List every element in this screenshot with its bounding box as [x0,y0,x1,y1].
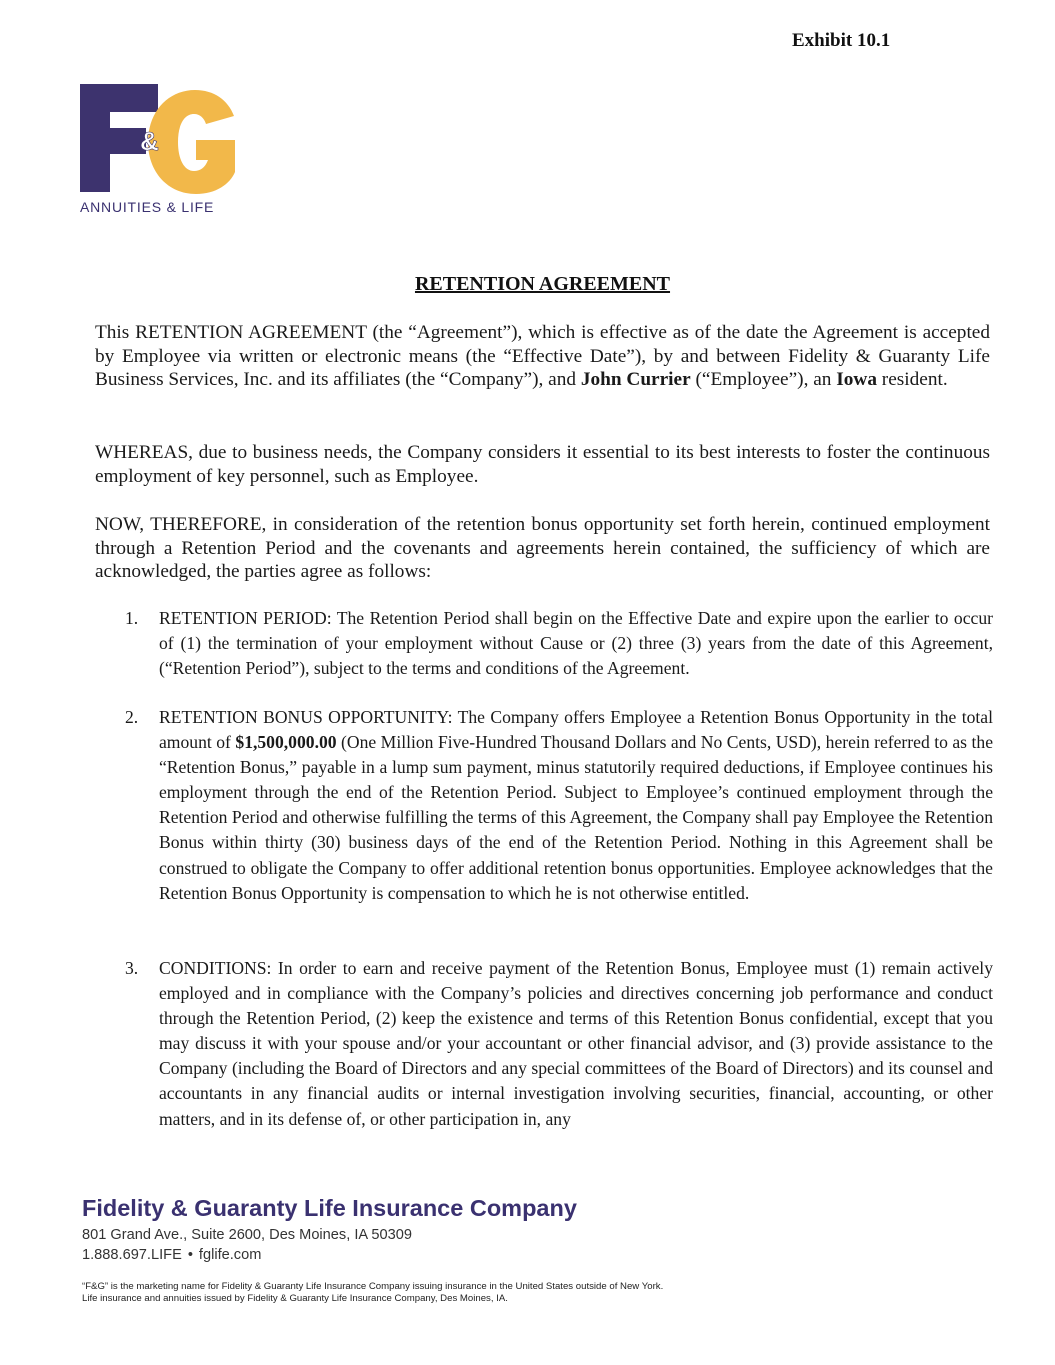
section-number: 2. [125,707,139,727]
section-text: RETENTION PERIOD: The Retention Period shall begin on the Effective Date and expire upon the earlier to occur of (1) the termination of your employment without Cause or (2) three (3) years from the date of this Agreement, (“Retention Period”), subject to the terms and conditions of the Agreement. [159,608,993,679]
section-text: CONDITIONS: In order to earn and receive payment of the Retention Bonus, Employee must (1) remain actively employed and in compliance with the Company’s policies and directives concerning job performance and conduct through the Retention Period, (2) keep the existence and terms of this Retention Bonus confidential, except that you may discuss it with your spouse and/or your accountant or other financial advisor, and (3) provide assistance to the Company (including the Board of Directors and any special committees of the Board of Directors) and its counsel and accountants in any financial audits or internal investigation involving securities, financial, accounting, or other matters, and in its defense of, or other participation in, any [159,958,993,1129]
footer-website: fglife.com [198,1247,262,1263]
fg-logo-icon [80,84,240,196]
section-retention-bonus [125,705,993,906]
letterhead-footer [82,1193,663,1305]
footer-company-name: Fidelity & Guaranty Life Insurance Company [82,1195,577,1221]
section-text: RETENTION BONUS OPPORTUNITY: The Company offers Employee a Retention Bonus Opportunity in the total amount of $1,500,000.00 (One Million Five-Hundred Thousand Dollars and No Cents, USD), herein referred to as the “Retention Bonus,” payable in a lump sum payment, minus statutorily required deductions, if Employee continues his employment through the end of the Retention Period. Subject to Employee’s continued employment through the Retention Period and otherwise fulfilling the terms of this Agreement, the Company shall pay Employee the Retention Bonus within thirty (30) business days of the end of the Retention Period. Nothing in this Agreement shall be construed to obligate the Company to offer additional retention bonus opportunities. Employee acknowledges that the Retention Bonus Opportunity is compensation to which he is not otherwise entitled. [159,707,993,903]
footer-contact [82,1245,663,1265]
footer-address: 801 Grand Ave., Suite 2600, Des Moines, IA 50309 [82,1227,412,1243]
whereas-paragraph: WHEREAS, due to business needs, the Company considers it essential to its best interests to foster the continuous employment of key personnel, such as Employee. [95,442,990,487]
footer-phone: 1.888.697.LIFE [82,1247,182,1263]
section-retention-period [125,606,993,681]
employee-name: John Currier [580,369,691,390]
employee-state: Iowa [836,369,877,390]
intro-paragraph: This RETENTION AGREEMENT (the “Agreement”), which is effective as of the date the Agreement is accepted by Employee via written or electronic means (the “Effective Date”), by and between Fidelity & Guaranty Life Business Services, Inc. and its affiliates (the “Company”), and John Currier (“Employee”), an Iowa resident. [95,322,990,390]
logo-tagline: ANNUITIES & LIFE [80,199,215,215]
svg-text:&: & [140,126,159,156]
section-conditions [125,956,993,1132]
section-number: 1. [125,608,139,628]
document-title: RETENTION AGREEMENT [414,273,671,295]
now-therefore-paragraph: NOW, THEREFORE, in consideration of the retention bonus opportunity set forth herein, continued employment through a Retention Period and the covenants and agreements herein contained, the sufficiency of which are acknowledged, the parties agree as follows: [95,514,990,582]
exhibit-label: Exhibit 10.1 [792,30,891,51]
footer-disclaimer: “F&G” is the marketing name for Fidelity & Guaranty Life Insurance Company issuing insurance in the United States outside of New York. Life insurance and annuities issued by Fidelity & Guaranty Life Insurance Company, Des Moines, IA. [82,1281,664,1304]
section-number: 3. [125,958,139,978]
bonus-amount: $1,500,000.00 [235,732,337,753]
bullet-separator: • [187,1247,193,1263]
